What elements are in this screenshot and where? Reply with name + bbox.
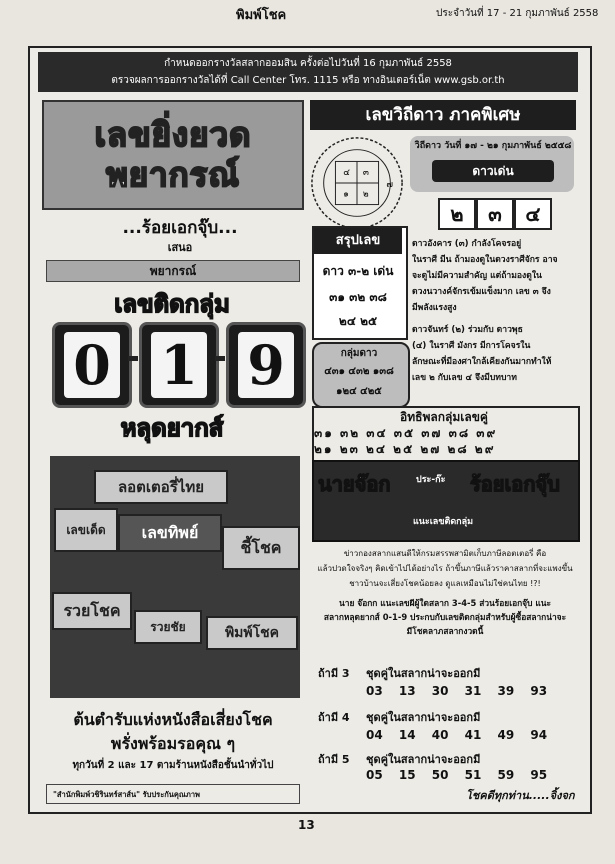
magazine-cover: ชี้โชค — [222, 526, 300, 570]
draw-label: ถ้ามี 4 — [318, 711, 350, 724]
digit-1: 0 — [64, 332, 120, 398]
pair-row: ๒๑ ๒๓ ๒๔ ๒๕ ๒๗ ๒๘ ๒๙ — [314, 442, 496, 456]
mars-paragraph — [412, 236, 576, 316]
announcement-line-2: ตรวจผลการออกรางวัลได้ที่ Call Center โทร. 1115 หรือ ทางอินเตอร์เน็ต www.gsb.or.th — [111, 75, 505, 86]
text-line: ข่าวกองสลากแสนดีให้กรมสรรพสามิตเก็บภาษีลอตเตอรี่ คือ — [343, 549, 547, 558]
left-title-box — [42, 100, 304, 210]
draw-numbers: 03 13 30 31 39 93 — [366, 684, 548, 698]
lucky-number: ๔ — [514, 198, 552, 230]
left-title-line-1: เลขยิ่งยวด — [94, 115, 252, 154]
publisher-bar: "สำนักพิมพ์วชิรินทร์สาส์น" รับประกันคุณภาพ — [46, 784, 300, 804]
digit-2: 1 — [151, 332, 207, 398]
wheel-number: ๓ — [362, 168, 369, 179]
right-title: เลขวิถีดาว ภาคพิเศษ — [310, 100, 576, 130]
page-number: 13 — [298, 818, 315, 832]
summary-line: ๒๔ ๒๕ — [338, 314, 378, 328]
magazine-collage — [50, 456, 300, 698]
presents-label: เสนอ — [167, 241, 193, 254]
digit-box-3 — [226, 322, 306, 408]
magazine-cover: รวยโชค — [52, 592, 132, 630]
text-line: จะดูไม่มีความสำคัญ แต่ถ้ามองดูใน — [412, 271, 542, 281]
wheel-number: ๒ — [362, 189, 369, 200]
ad-middle: ประ-ก๊ะ — [416, 475, 446, 485]
agent-line-1: ต้นตำรับแห่งหนังสือเสี่ยงโชค — [73, 710, 273, 729]
text-line: ดวงนวางค์จักรเข้มแข็งมาก เลข ๓ จึง — [412, 287, 551, 297]
presenter-name: ...ร้อยเอกจุ๊บ... — [122, 218, 238, 238]
text-line: แล้วปวดใจจริงๆ คิดเข้าไปได้อย่างไร ถ้าขึ้นภาษีแล้วราคาสลากที่จะแพงขึ้น — [317, 564, 573, 573]
text-line: มีพลังแรงสูง — [412, 303, 457, 313]
star-highlight: ดาวเด่น — [432, 160, 554, 182]
magazine-cover: เลขเด็ด — [54, 508, 118, 552]
agent-line-3: ทุกวันที่ 2 และ 17 ตามร้านหนังสือชั้นนำทั่วไป — [72, 760, 274, 771]
text-line: ดาวอังคาร (๓) กำลังโคจรอยู่ — [412, 239, 522, 249]
cluster-heading: เลขติดกลุ่ม — [114, 290, 230, 318]
wheel-number: ๔ — [343, 168, 350, 179]
story-paragraph-2 — [314, 596, 576, 638]
star-date: วิถีดาว วันที่ ๑๗ - ๒๑ กุมภาพันธ์ ๒๕๕๘ — [414, 141, 572, 151]
lost-heading: หลุดยากส์ — [120, 414, 224, 442]
prediction-label: พยากรณ์ — [46, 260, 300, 282]
ad-subtitle: แนะเลขติดกลุ่ม — [412, 517, 474, 527]
summary-title: สรุปเลข — [314, 228, 402, 254]
moon-paragraph — [412, 322, 576, 386]
ad-title-2: ร้อยเอกจุ๊บ — [470, 472, 560, 496]
digit-3: 9 — [238, 332, 294, 398]
digit-box-1 — [52, 322, 132, 408]
summary-line: ๓๑ ๓๒ ๓๘ — [329, 290, 387, 304]
announcement-bar — [38, 52, 578, 92]
digit-connector — [215, 356, 225, 361]
draw-text: ชุดคู่ในสลากน่าจะออกมี — [366, 711, 481, 724]
astrology-wheel-icon — [308, 134, 406, 232]
text-line: ดาวจันทร์ (๒) ร่วมกับ ดาวพุธ — [412, 325, 523, 335]
issue-date: ประจำวันที่ 17 - 21 กุมภาพันธ์ 2558 — [436, 8, 599, 19]
story-paragraph — [314, 546, 576, 591]
text-line: สลากหลุดยากส์ 0-1-9 ประกบกับเลขติดกลุ่มสำหรับผู้ซื้อสลากน่าจะ — [323, 612, 567, 622]
draw-label: ถ้ามี 3 — [318, 667, 350, 680]
magazine-title: พิมพ์โชค — [236, 8, 287, 23]
text-line: ในราศี มีน ถ้ามองดูในดวงราศีจักร อาจ — [412, 255, 558, 265]
text-line: (๔) ในราศี มังกร มีการโคจรใน — [412, 341, 531, 351]
closing-signature: โชคดีทุกท่าน.....จิ้งจก — [466, 789, 575, 802]
group-line: ๑๒๔ ๔๒๕ — [336, 386, 382, 397]
digit-box-2 — [139, 322, 219, 408]
draw-text: ชุดคู่ในสลากน่าจะออกมี — [366, 753, 481, 766]
announcement-line-1: กำหนดออกรางวัลสลากออมสิน ครั้งต่อไปวันที่ 16 กุมภาพันธ์ 2558 — [164, 58, 452, 69]
magazine-cover: รวยชัย — [134, 610, 202, 644]
lucky-number: ๓ — [476, 198, 514, 230]
draw-text: ชุดคู่ในสลากน่าจะออกมี — [366, 667, 481, 680]
ad-title: นายจ๊อก — [318, 472, 391, 496]
pair-row: ๓๑ ๓๒ ๓๔ ๓๕ ๓๗ ๓๘ ๓๙ — [314, 426, 498, 440]
wheel-number: ๑ — [343, 189, 349, 200]
draw-numbers: 04 14 40 41 49 94 — [366, 728, 548, 742]
summary-line: ดาว ๓-๒ เด่น — [322, 264, 394, 278]
lucky-number: ๒ — [438, 198, 476, 230]
magazine-cover: พิมพ์โชค — [206, 616, 298, 650]
draw-numbers: 05 15 50 51 59 95 — [366, 768, 548, 782]
left-title-line-2: พยากรณ์ — [106, 155, 240, 194]
digit-connector — [128, 356, 138, 361]
group-title: กลุ่มดาว — [340, 348, 378, 359]
magazine-cover: ลอตเตอรี่ไทย — [94, 470, 228, 504]
wheel-number: ๗ — [386, 179, 394, 190]
magazine-cover: เลขทิพย์ — [118, 514, 222, 552]
text-line: เลข ๒ กับเลข ๔ จึงมีบทบาท — [412, 373, 517, 383]
text-line: นาย จ๊อกก แนะเลขผีผู้ใดสลาก 3-4-5 ส่วนร้อยเอกจุ๊บ แนะ — [339, 598, 551, 608]
group-line: ๔๓๑ ๔๓๒ ๑๓๘ — [324, 366, 394, 377]
text-line: ลักษณะที่มีองศาใกล้เคียงกันมากทำให้ — [412, 357, 552, 367]
draw-label: ถ้ามี 5 — [318, 753, 350, 766]
text-line: มีโชคลาภสลากงวดนี้ — [406, 626, 484, 636]
agent-line-2: พรั่งพร้อมรอคุณ ๆ — [110, 734, 236, 753]
pair-title: อิทธิพลกลุ่มเลขคู่ — [400, 410, 488, 424]
text-line: ชาวบ้านจะเสี่ยงโชคน้อยลง ดูแลเหมือนไม่ใช่คนไทย !?! — [349, 579, 541, 588]
